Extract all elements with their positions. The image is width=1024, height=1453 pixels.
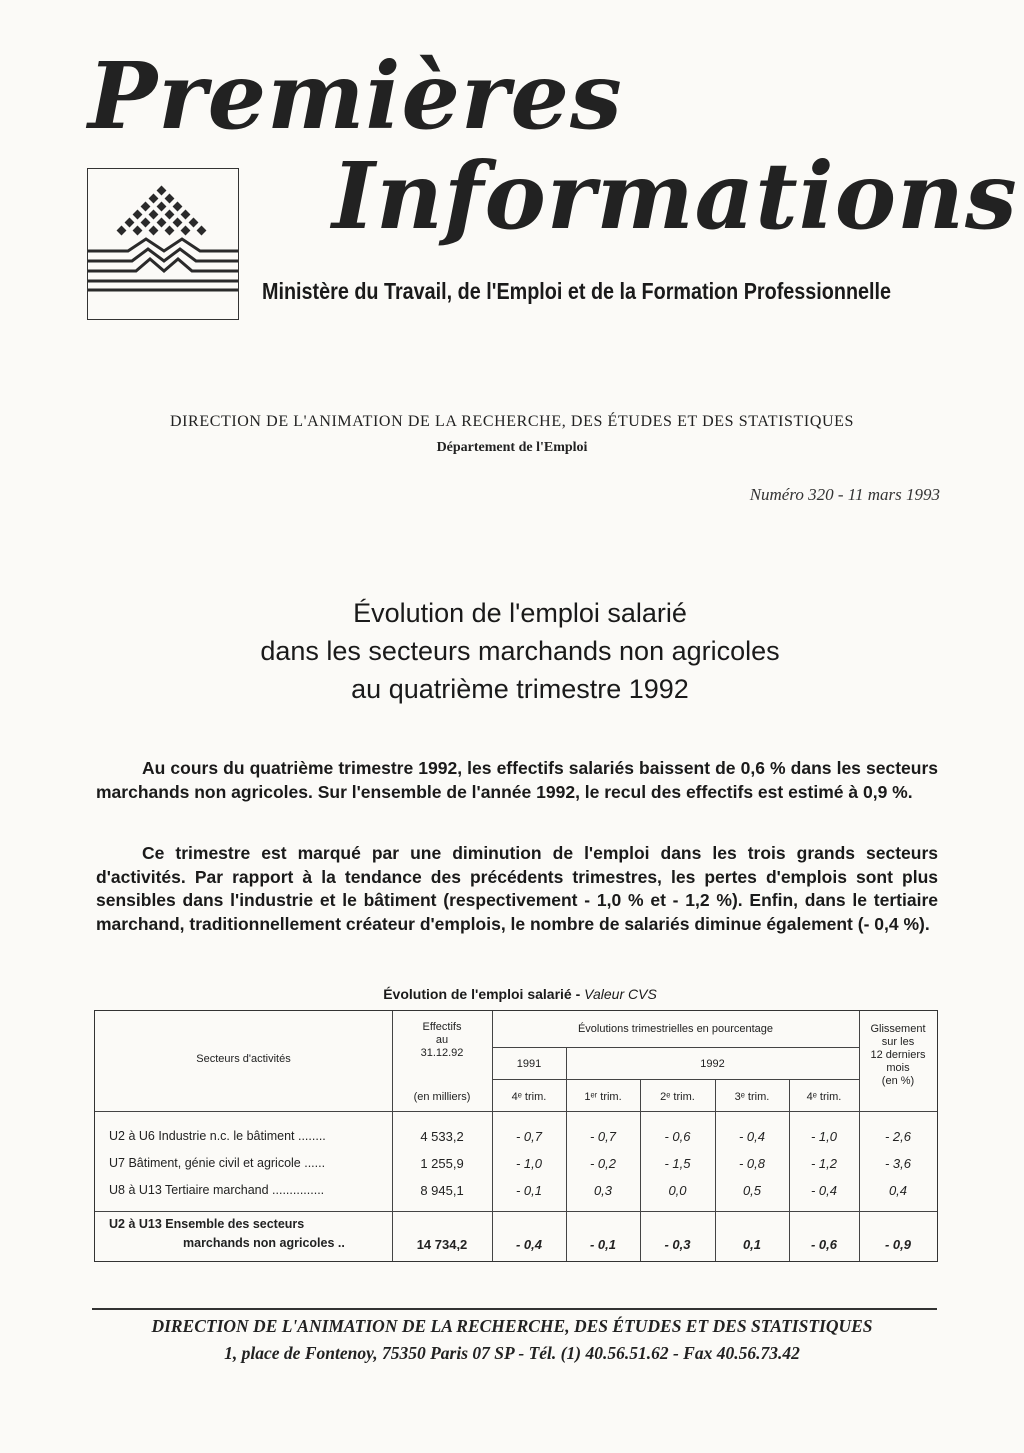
- table-caption-sub: Valeur CVS: [584, 986, 657, 1002]
- table-cell: - 0,7: [515, 1129, 542, 1144]
- table-row-label: U7 Bâtiment, génie civil et agricole ......: [109, 1156, 326, 1170]
- table-cell: - 0,4: [810, 1183, 837, 1198]
- header-effectifs: [392, 1021, 492, 1060]
- table-caption: [0, 986, 1024, 1002]
- footer-divider: [92, 1308, 937, 1310]
- table-total-glissement: - 0,9: [884, 1237, 911, 1252]
- table-row-label: U8 à U13 Tertiaire marchand ...............: [109, 1183, 325, 1197]
- department-name: Département de l'Emploi: [436, 440, 588, 455]
- table-cell: 0,5: [742, 1183, 762, 1198]
- table-cell: - 0,6: [664, 1129, 691, 1144]
- article-title-line: Évolution de l'emploi salarié: [353, 598, 687, 628]
- article-paragraph: Au cours du quatrième trimestre 1992, les effectifs salariés baissent de 0,6 % dans les secteurs marchands non agricoles. Sur l'ensemble de l'année 1992, le recul des effectifs est estimé à 0,9 %.: [96, 758, 938, 802]
- article-title: [0, 594, 1024, 708]
- article-paragraph: Ce trimestre est marqué par une diminution de l'emploi dans les trois grands secteurs d'activités. Par rapport à la tendance des précédents trimestres, les pertes d'emplois sont plus sensibles dans l'industrie et le bâtiment (respectivement - 1,0 % et - 1,2 %). Enfin, dans le tertiaire marchand, traditionnellement créateur d'emplois, le nombre de salariés diminue également (- 0,4 %).: [96, 843, 938, 934]
- header-glissement-line: mois: [886, 1062, 910, 1074]
- table-total-cell: 0,1: [742, 1237, 762, 1252]
- header-glissement-line: sur les: [881, 1036, 915, 1048]
- header-effectifs-line: 31.12.92: [420, 1047, 464, 1059]
- table-cell: 0,3: [593, 1183, 613, 1198]
- header-quarter: 3ᵉ trim.: [734, 1091, 770, 1103]
- header-glissement-line: Glissement: [870, 1023, 926, 1035]
- table-total-cell: - 0,3: [664, 1237, 691, 1252]
- table-cell-glissement: 0,4: [888, 1183, 908, 1198]
- ministry-logo-icon: [88, 169, 238, 319]
- footer-direction: DIRECTION DE L'ANIMATION DE LA RECHERCHE, DES ÉTUDES ET DES STATISTIQUES: [151, 1316, 873, 1336]
- table-cell: - 0,8: [738, 1156, 765, 1171]
- header-quarter: 4ᵉ trim.: [806, 1091, 842, 1103]
- issue-number: Numéro 320 - 11 mars 1993: [749, 485, 940, 504]
- header-glissement: [859, 1023, 937, 1088]
- table-total-label-line1: U2 à U13 Ensemble des secteurs: [109, 1217, 305, 1231]
- table-cell: - 0,2: [589, 1156, 616, 1171]
- masthead-title-line1: Premières: [88, 42, 623, 150]
- table-cell-effectif: 8 945,1: [420, 1183, 464, 1198]
- ministry-logo: [87, 168, 239, 320]
- header-effectifs-unit: (en milliers): [413, 1091, 471, 1103]
- header-year-1992: 1992: [700, 1058, 725, 1070]
- table-row-label: U2 à U6 Industrie n.c. le bâtiment ........: [109, 1129, 326, 1143]
- ministry-name: Ministère du Travail, de l'Emploi et de la Formation Professionnelle: [262, 278, 892, 304]
- header-evolutions: Évolutions trimestrielles en pourcentage: [577, 1023, 774, 1035]
- header-effectifs-line: Effectifs: [422, 1021, 462, 1033]
- header-glissement-line: (en %): [881, 1075, 915, 1087]
- table-cell: - 1,0: [515, 1156, 542, 1171]
- table-caption-main: Évolution de l'emploi salarié -: [383, 986, 585, 1002]
- table-cell: - 0,1: [515, 1183, 542, 1198]
- table-cell-effectif: 4 533,2: [420, 1129, 464, 1144]
- table-cell-glissement: - 3,6: [884, 1156, 911, 1171]
- table-cell: - 0,7: [589, 1129, 616, 1144]
- header-quarter: 1ᵉʳ trim.: [584, 1091, 622, 1103]
- header-sector: Secteurs d'activités: [196, 1053, 291, 1065]
- table-total-cell: - 0,4: [515, 1237, 542, 1252]
- table-cell: 0,0: [668, 1183, 687, 1198]
- table-cell: - 1,0: [810, 1129, 837, 1144]
- header-year-1991: 1991: [516, 1058, 542, 1070]
- header-quarter: 4ᵉ trim.: [511, 1091, 547, 1103]
- table-total-label-line2: marchands non agricoles ..: [183, 1236, 345, 1250]
- table-cell: - 1,5: [664, 1156, 691, 1171]
- article-title-line: au quatrième trimestre 1992: [351, 674, 689, 704]
- table-cell-glissement: - 2,6: [884, 1129, 911, 1144]
- table-cell-effectif: 1 255,9: [420, 1156, 464, 1171]
- footer-address: 1, place de Fontenoy, 75350 Paris 07 SP - Tél. (1) 40.56.51.62 - Fax 40.56.73.42: [224, 1343, 800, 1363]
- header-glissement-line: 12 derniers: [870, 1049, 926, 1061]
- table-cell: - 0,4: [738, 1129, 765, 1144]
- header-effectifs-line: au: [435, 1034, 449, 1046]
- masthead-title-line2: Informations: [332, 142, 1018, 250]
- direction-heading: DIRECTION DE L'ANIMATION DE LA RECHERCHE, DES ÉTUDES ET DES STATISTIQUES: [169, 413, 855, 430]
- table-total-cell: - 0,6: [810, 1237, 837, 1252]
- header-quarter: 2ᵉ trim.: [660, 1091, 695, 1103]
- article-title-line: dans les secteurs marchands non agricoles: [260, 636, 780, 666]
- table-cell: - 1,2: [810, 1156, 837, 1171]
- table-total-effectif: 14 734,2: [416, 1237, 468, 1252]
- employment-table: [94, 1010, 938, 1262]
- table-total-cell: - 0,1: [589, 1237, 616, 1252]
